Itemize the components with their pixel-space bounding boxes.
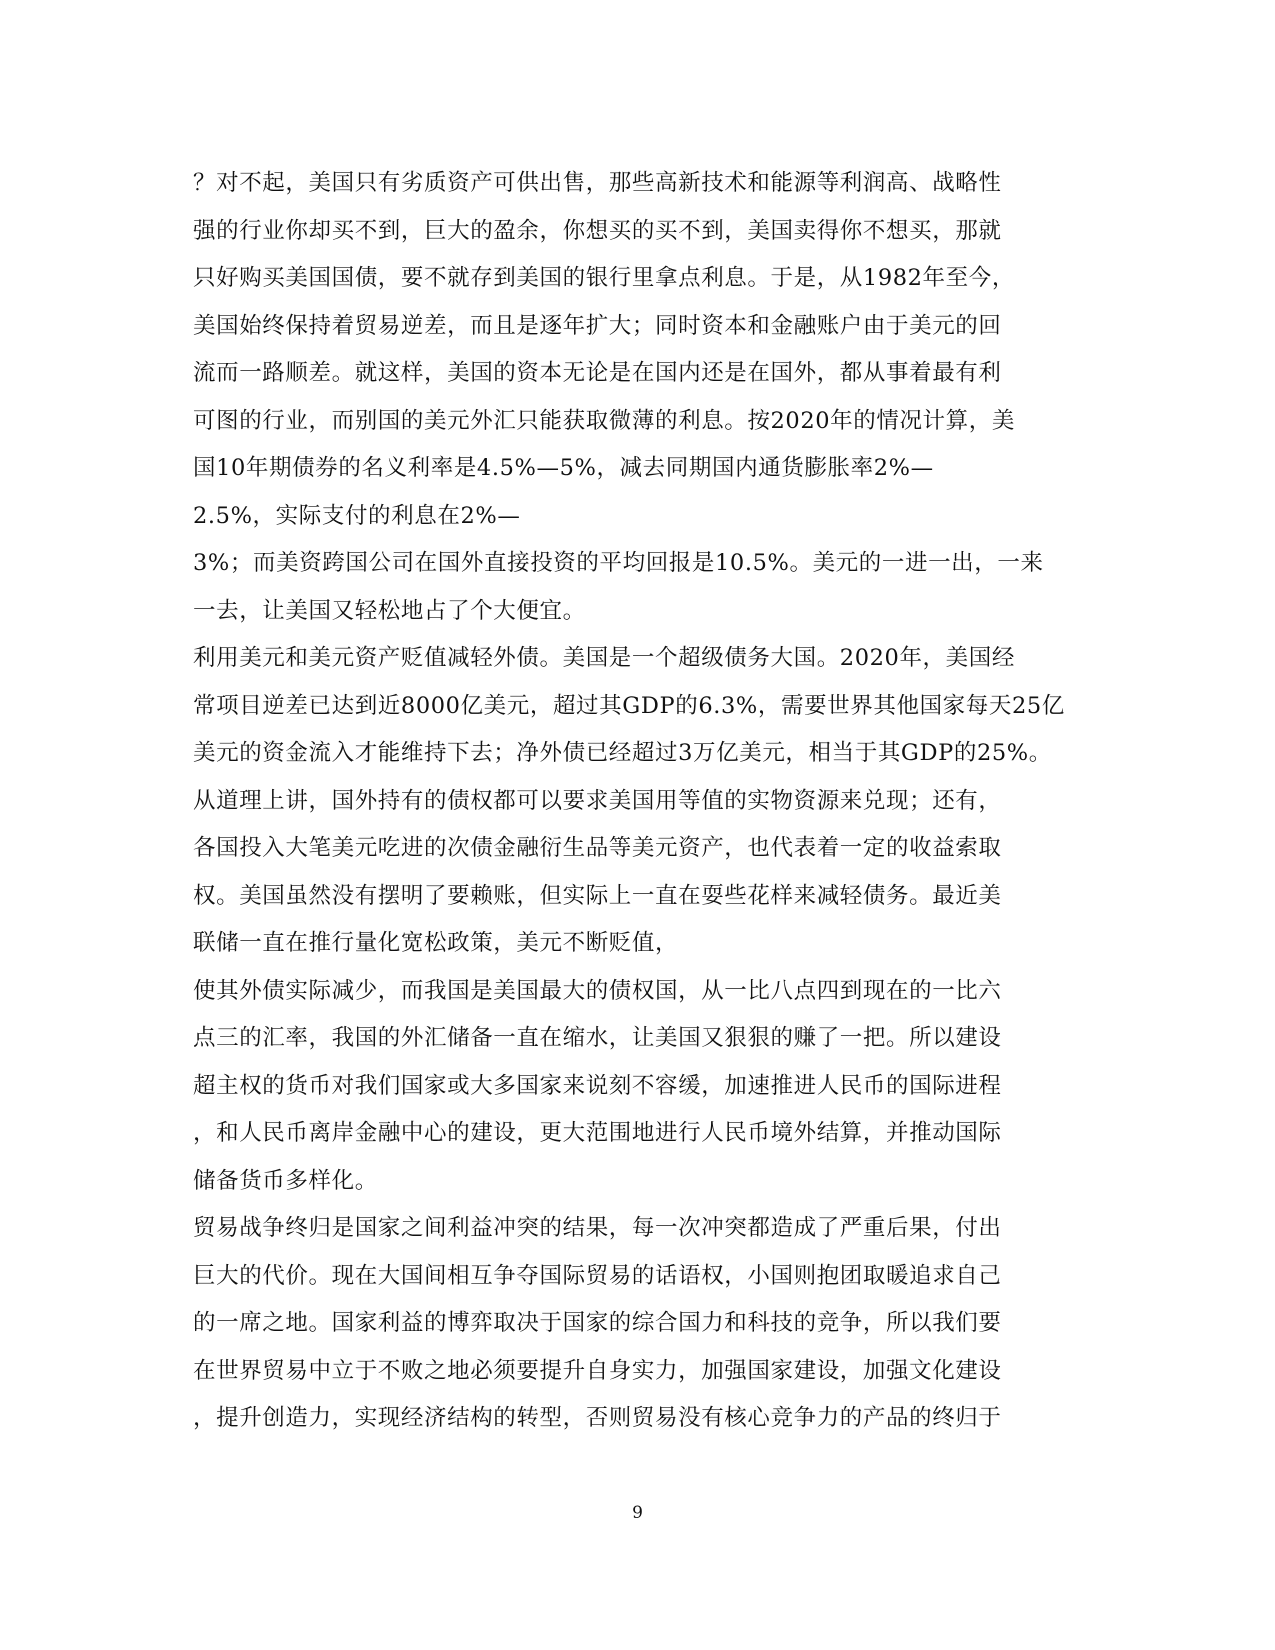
text-line: 2.5%，实际支付的利息在2%— xyxy=(193,502,521,529)
text-line: 可图的行业，而别国的美元外汇只能获取微薄的利息。按2020年的情况计算，美 xyxy=(193,407,1015,434)
text-line: 贸易战争终归是国家之间利益冲突的结果，每一次冲突都造成了严重后果，付出 xyxy=(193,1215,1002,1241)
text-line: 在世界贸易中立于不败之地必须要提升自身实力，加强国家建设，加强文化建设 xyxy=(193,1357,1002,1384)
text-line: 从道理上讲，国外持有的债权都可以要求美国用等值的实物资源来兑现；还有， xyxy=(193,787,1002,814)
text-line: 强的行业你却买不到，巨大的盈余，你想买的买不到，美国卖得你不想买，那就 xyxy=(193,217,1002,244)
text-line: 利用美元和美元资产贬值减轻外债。美国是一个超级债务大国。2020年，美国经 xyxy=(193,645,1015,671)
text-line: ？对不起，美国只有劣质资产可供出售，那些高新技术和能源等利润高、战略性 xyxy=(193,170,1002,196)
text-line: 3%；而美资跨国公司在国外直接投资的平均回报是10.5%。美元的一进一出，一来 xyxy=(193,550,1044,576)
text-line: 巨大的代价。现在大国间相互争夺国际贸易的话语权，小国则抱团取暖追求自己 xyxy=(193,1262,1002,1289)
text-line: ，和人民币离岸金融中心的建设，更大范围地进行人民币境外结算，并推动国际 xyxy=(193,1120,1002,1146)
text-line: 超主权的货币对我们国家或大多国家来说刻不容缓，加速推进人民币的国际进程 xyxy=(193,1072,1002,1099)
text-line: 点三的汇率，我国的外汇储备一直在缩水，让美国又狠狠的赚了一把。所以建设 xyxy=(193,1025,1002,1051)
page-number: 9 xyxy=(632,1503,643,1523)
text-line: 国10年期债券的名义利率是4.5%—5%，减去同期国内通货膨胀率2%— xyxy=(193,455,934,481)
text-line: 一去，让美国又轻松地占了个大便宜。 xyxy=(193,597,586,624)
text-line: 只好购买美国国债，要不就存到美国的银行里拿点利息。于是，从1982年至今， xyxy=(193,265,1015,291)
text-line: 储备货币多样化。 xyxy=(193,1167,378,1194)
text-line: 的一席之地。国家利益的博弈取决于国家的综合国力和科技的竞争，所以我们要 xyxy=(193,1310,1002,1336)
text-line: 常项目逆差已达到近8000亿美元，超过其GDP的6.3%，需要世界其他国家每天25亿 xyxy=(193,692,1065,719)
body-text xyxy=(193,160,1073,1443)
text-line: 使其外债实际减少，而我国是美国最大的债权国，从一比八点四到现在的一比六 xyxy=(193,977,1002,1004)
text-line: 美元的资金流入才能维持下去；净外债已经超过3万亿美元，相当于其GDP的25%。 xyxy=(193,740,1052,766)
text-line: 流而一路顺差。就这样，美国的资本无论是在国内还是在国外，都从事着最有利 xyxy=(193,360,1002,386)
text-line: 美国始终保持着贸易逆差，而且是逐年扩大；同时资本和金融账户由于美元的回 xyxy=(193,312,1002,339)
text-line: 权。美国虽然没有摆明了要赖账，但实际上一直在耍些花样来减轻债务。最近美 xyxy=(193,882,1002,909)
text-line: 各国投入大笔美元吃进的次债金融衍生品等美元资产，也代表着一定的收益索取 xyxy=(193,835,1002,861)
text-line: ，提升创造力，实现经济结构的转型，否则贸易没有核心竞争力的产品的终归于 xyxy=(193,1405,1002,1431)
text-line: 联储一直在推行量化宽松政策，美元不断贬值， xyxy=(193,930,679,956)
